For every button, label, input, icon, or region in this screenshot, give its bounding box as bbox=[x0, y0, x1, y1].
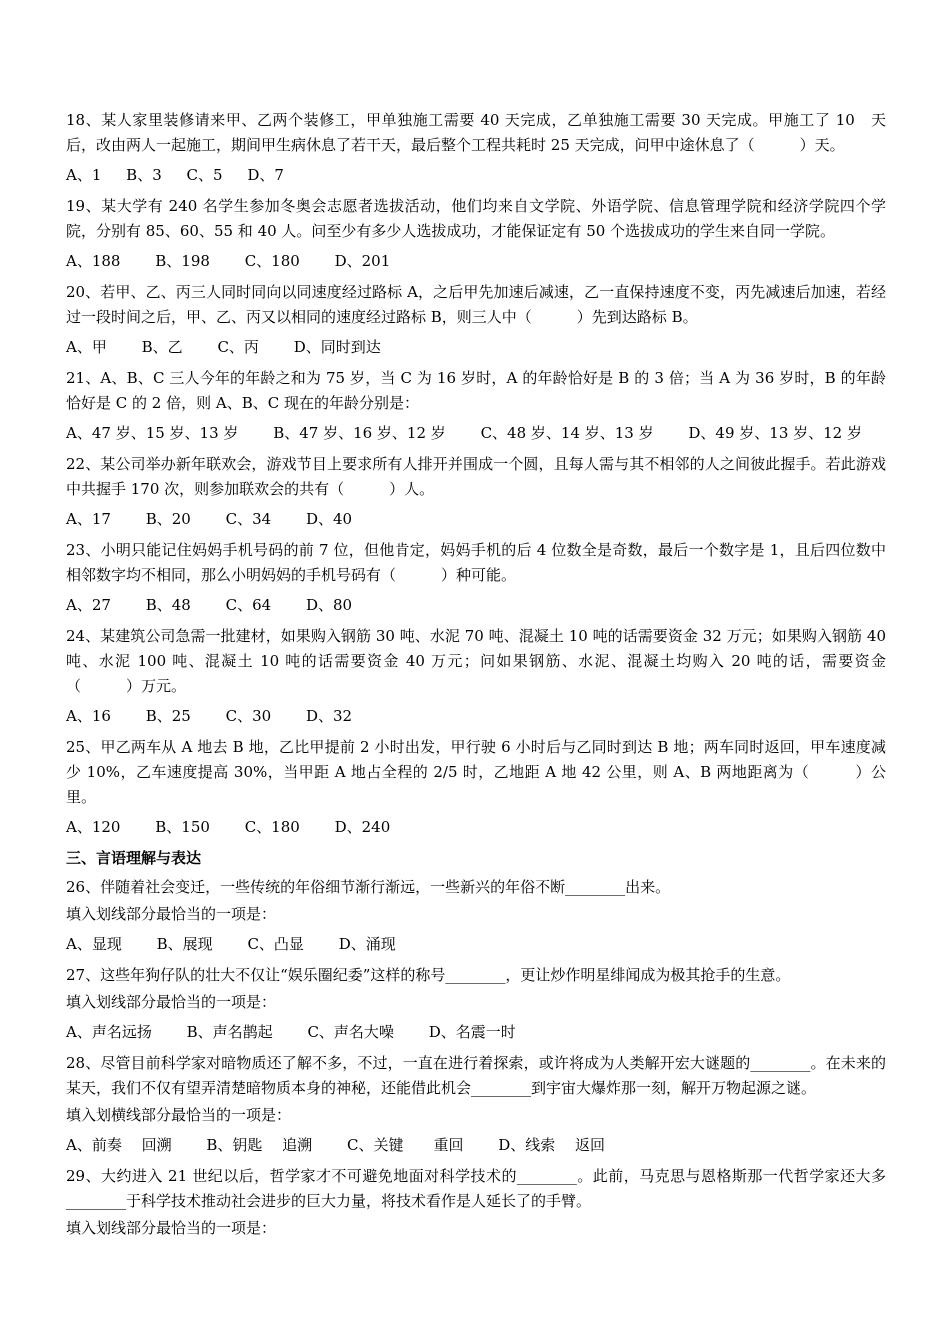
options-row bbox=[66, 249, 886, 274]
question-21 bbox=[66, 366, 886, 446]
question-28 bbox=[66, 1051, 886, 1158]
option-d: D、49 岁、13 岁、12 岁 bbox=[688, 424, 862, 442]
option-d: D、201 bbox=[334, 252, 391, 270]
option-a: A、前奏 回溯 bbox=[66, 1136, 172, 1154]
fill-instruction: 填入划横线部分最恰当的一项是： bbox=[66, 1106, 292, 1124]
option-a: A、188 bbox=[66, 252, 121, 270]
question-27 bbox=[66, 963, 886, 1045]
option-d: D、32 bbox=[305, 707, 353, 725]
fill-instruction: 填入划线部分最恰当的一项是： bbox=[66, 1219, 277, 1237]
option-b: B、25 bbox=[145, 707, 191, 725]
question-26 bbox=[66, 875, 886, 957]
question-24 bbox=[66, 624, 886, 729]
option-d: D、240 bbox=[334, 818, 391, 836]
option-c: C、丙 bbox=[217, 338, 259, 356]
options-row bbox=[66, 593, 886, 618]
option-b: B、钥匙 追溯 bbox=[206, 1136, 313, 1154]
option-a: A、1 bbox=[66, 166, 102, 184]
question-19 bbox=[66, 194, 886, 274]
options-row bbox=[66, 704, 886, 729]
option-c: C、30 bbox=[225, 707, 272, 725]
option-b: B、展现 bbox=[156, 935, 213, 953]
option-c: C、声名大噪 bbox=[307, 1023, 394, 1041]
options-row bbox=[66, 932, 886, 957]
question-stem: 20、若甲、乙、丙三人同时同向以同速度经过路标 A，之后甲先加速后减速，乙一直保持速度不变，丙先减速后加速，若经过一段时间之后，甲、乙、丙又以相同的速度经过路标 B，则三人中（ ）先到达路标 B。 bbox=[66, 283, 886, 326]
option-c: C、凸显 bbox=[247, 935, 304, 953]
question-stem: 26、伴随着社会变迁，一些传统的年俗细节渐行渐远，一些新兴的年俗不断________出来。 bbox=[66, 878, 671, 896]
option-d: D、80 bbox=[305, 596, 353, 614]
option-b: B、声名鹊起 bbox=[186, 1023, 273, 1041]
question-stem: 24、某建筑公司急需一批建材，如果购入钢筋 30 吨、水泥 70 吨、混凝土 10 吨的话需要资金 32 万元；如果购入钢筋 40 吨、水泥 100 吨、混凝土 10 吨的话需要资金 40 万元；问如果钢筋、水泥、混凝土均购入 20 吨的话，需要资金（ ）万元。 bbox=[66, 627, 886, 695]
option-b: B、150 bbox=[155, 818, 210, 836]
option-c: C、5 bbox=[186, 166, 223, 184]
option-c: C、34 bbox=[225, 510, 272, 528]
question-stem: 25、甲乙两车从 A 地去 B 地，乙比甲提前 2 小时出发，甲行驶 6 小时后与乙同时到达 B 地；两车同时返回，甲车速度减少 10%，乙车速度提高 30%，当甲距 A 地占全程的 2/5 时，乙地距 A 地 42 公里，则 A、B 两地距离为（ ）公里。 bbox=[66, 738, 886, 806]
question-25 bbox=[66, 735, 886, 840]
question-stem: 19、某大学有 240 名学生参加冬奥会志愿者选拔活动，他们均来自文学院、外语学院、信息管理学院和经济学院四个学院，分别有 85、60、55 和 40 人。问至少有多少人选拔成功，才能保证定有 50 个选拔成功的学生来自同一学院。 bbox=[66, 197, 886, 240]
option-b: B、198 bbox=[155, 252, 210, 270]
question-stem: 22、某公司举办新年联欢会，游戏节目上要求所有人排开并围成一个圆，且每人需与其不相邻的人之间彼此握手。若此游戏中共握手 170 次，则参加联欢会的共有（ ）人。 bbox=[66, 455, 886, 498]
question-29 bbox=[66, 1164, 886, 1241]
option-c: C、180 bbox=[244, 818, 300, 836]
options-row bbox=[66, 1020, 886, 1045]
options-row bbox=[66, 507, 886, 532]
fill-instruction: 填入划线部分最恰当的一项是： bbox=[66, 905, 277, 923]
option-b: B、乙 bbox=[141, 338, 183, 356]
fill-instruction: 填入划线部分最恰当的一项是： bbox=[66, 993, 277, 1011]
option-d: D、名震一时 bbox=[428, 1023, 516, 1041]
option-b: B、48 bbox=[145, 596, 191, 614]
option-d: D、7 bbox=[247, 166, 284, 184]
question-18 bbox=[66, 108, 886, 188]
question-stem: 23、小明只能记住妈妈手机号码的前 7 位，但他肯定，妈妈手机的后 4 位数全是奇数，最后一个数字是 1，且后四位数中相邻数字均不相同，那么小明妈妈的手机号码有（ ）种可能。 bbox=[66, 541, 886, 584]
question-stem: 18、某人家里装修请来甲、乙两个装修工，甲单独施工需要 40 天完成，乙单独施工需要 30 天完成。甲施工了 10 天后，改由两人一起施工，期间甲生病休息了若干天，最后整个工程共耗时 25 天完成，问甲中途休息了（ ）天。 bbox=[66, 111, 886, 154]
document-page bbox=[66, 108, 886, 1243]
question-23 bbox=[66, 538, 886, 618]
section-heading: 三、言语理解与表达 bbox=[66, 849, 202, 867]
options-row bbox=[66, 335, 886, 360]
options-row bbox=[66, 163, 886, 188]
option-b: B、20 bbox=[145, 510, 191, 528]
question-stem: 27、这些年狗仔队的壮大不仅让“娱乐圈纪委”这样的称号________，更让炒作明星绯闻成为极其抢手的生意。 bbox=[66, 966, 791, 984]
option-d: D、40 bbox=[305, 510, 353, 528]
option-a: A、47 岁、15 岁、13 岁 bbox=[66, 424, 239, 442]
option-c: C、180 bbox=[244, 252, 300, 270]
question-22 bbox=[66, 452, 886, 532]
option-c: C、关键 重回 bbox=[346, 1136, 464, 1154]
options-row bbox=[66, 421, 886, 446]
option-d: D、涌现 bbox=[338, 935, 396, 953]
question-stem: 28、尽管目前科学家对暗物质还了解不多，不过，一直在进行着探索，或许将成为人类解开宏大谜题的________。在未来的某天，我们不仅有望弄清楚暗物质本身的神秘，还能借此机会________到宇宙大爆炸那一刻，解开万物起源之谜。 bbox=[66, 1054, 886, 1097]
option-b: B、47 岁、16 岁、12 岁 bbox=[273, 424, 446, 442]
options-row bbox=[66, 1133, 886, 1158]
option-d: D、线索 返回 bbox=[498, 1136, 606, 1154]
option-b: B、3 bbox=[126, 166, 162, 184]
question-stem: 21、A、B、C 三人今年的年龄之和为 75 岁，当 C 为 16 岁时，A 的年龄恰好是 B 的 3 倍；当 A 为 36 岁时，B 的年龄恰好是 C 的 2 倍，则 A、B、C 现在的年龄分别是： bbox=[66, 369, 886, 412]
options-row bbox=[66, 815, 886, 840]
option-a: A、甲 bbox=[66, 338, 107, 356]
option-a: A、16 bbox=[66, 707, 111, 725]
option-a: A、显现 bbox=[66, 935, 122, 953]
question-20 bbox=[66, 280, 886, 360]
question-stem: 29、大约进入 21 世纪以后，哲学家才不可避免地面对科学技术的________。此前，马克思与恩格斯那一代哲学家还大多________于科学技术推动社会进步的巨大力量，将技术看作是人延长了的手臂。 bbox=[66, 1167, 886, 1210]
option-a: A、120 bbox=[66, 818, 121, 836]
option-d: D、同时到达 bbox=[293, 338, 381, 356]
option-a: A、17 bbox=[66, 510, 111, 528]
option-a: A、声名远扬 bbox=[66, 1023, 152, 1041]
option-a: A、27 bbox=[66, 596, 111, 614]
option-c: C、48 岁、14 岁、13 岁 bbox=[480, 424, 654, 442]
option-c: C、64 bbox=[225, 596, 272, 614]
